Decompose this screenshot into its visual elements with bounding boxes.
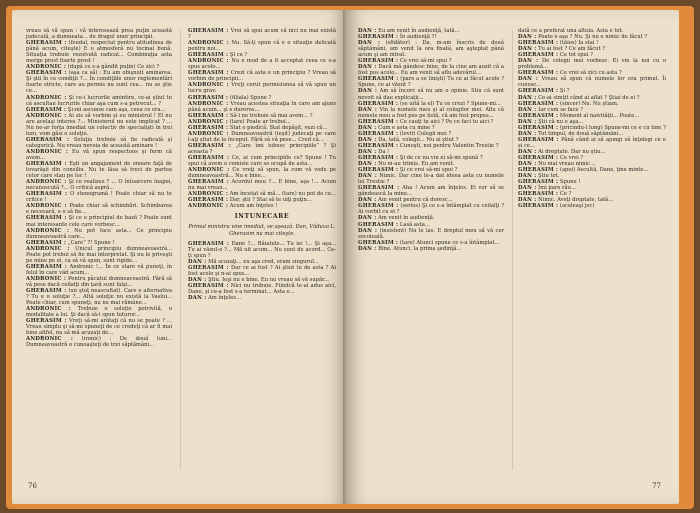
dialogue-text: Şi ce e principiul de bază ? Poate sunt mai interesante cele care vorbesc...	[26, 215, 172, 228]
dialogue-text: (se uită la el) Tu ce crezi ? Spune-mi...	[399, 100, 501, 107]
dialogue-text: Şi-mi ascunse cam aşa, ceea ce era...	[67, 106, 166, 113]
dialogue-line	[188, 82, 336, 94]
dialogue-text: Spune !	[559, 179, 581, 186]
dialogue-text: Am venit pentru că doresc...	[378, 197, 453, 204]
speaker-name: DAN :	[518, 58, 539, 65]
speaker-name: ANDRONIC :	[26, 245, 70, 252]
dialogue-text: Ce vrei să-mi spui ?	[399, 58, 452, 65]
speaker-name: GHERASIM :	[518, 154, 559, 161]
dialogue-text: Andronic !... În ce stare vă puneţi, în felul în care văd acum...	[26, 263, 172, 276]
speaker-name: GHERASIM :	[188, 240, 230, 247]
dialogue-text: Vreau să spun că numele lor era primul. Îi cunosc...	[518, 76, 666, 89]
page-number-left: 76	[28, 482, 37, 490]
speaker-name: DAN :	[358, 173, 378, 180]
dialogue-text: Nimic. Aveţi dreptate, tată...	[538, 197, 614, 204]
speaker-name: ANDRONIC :	[26, 112, 67, 119]
dialogue-text: Tu ai fost ? Ce am făcut ?	[538, 46, 605, 53]
dialogue-line	[26, 336, 172, 348]
speaker-name: ANDRONIC :	[188, 40, 229, 47]
dialogue-text: Nimic. Dar cine le-a dat ideea asta cu numele lui Trestie ?	[358, 173, 504, 186]
dialogue-line	[188, 241, 336, 259]
speaker-name: DAN :	[358, 227, 378, 234]
dialogue-text: (filiala) Spune ?	[229, 94, 272, 101]
dialogue-text: (tare) Poate ar trebui...	[229, 118, 291, 125]
speaker-name: GHERASIM :	[358, 221, 399, 228]
speaker-name: GHERASIM :	[188, 154, 230, 161]
speaker-name: DAN :	[518, 118, 537, 125]
speaker-name: GHERASIM :	[188, 264, 229, 271]
dialogue-text: Şi de ce nu vin ei să-mi spună ?	[399, 154, 483, 161]
speaker-name: DAN :	[518, 161, 537, 168]
speaker-name: ANDRONIC :	[26, 275, 67, 282]
speaker-name: ANDRONIC :	[26, 179, 67, 186]
speaker-name: DAN :	[188, 276, 207, 283]
dialogue-text: Ai dreptate. Dar nu ştiu...	[538, 148, 606, 155]
dialogue-line	[188, 265, 336, 277]
speaker-name: GHERASIM :	[518, 70, 559, 77]
dialogue-text: Lasă asta...	[399, 221, 430, 228]
dialogue-text: dată ce a preferat una altuia. Asta e tot.	[518, 28, 624, 34]
speaker-name: ANDRONIC :	[188, 191, 229, 198]
dialogue-line	[518, 137, 666, 149]
dialogue-text: (sincer) Nu. Nu ştiam.	[559, 100, 619, 107]
dialogue-text: (pricindu-l lung) Spune-mi ce e cu tine ?	[559, 124, 666, 131]
speaker-name: GHERASIM :	[188, 112, 229, 119]
speaker-name: GHERASIM :	[26, 40, 67, 47]
dialogue-text: Poate e aşa ? Nu. Şi nu e nimic de făcut ?	[538, 34, 648, 41]
dialogue-text: (pare a se linişti) Tu ce ai făcut acolo ? Spune, ce ai văzut ?	[358, 76, 504, 89]
dialogue-text: (un ştuţ neascultat). Care e alternativa ? Tu e o soluţie ?... Altă soluţie nu există la Vaslui... Poate chiar, cum spuneţi, nu ne mai rămâne...	[26, 288, 172, 307]
speaker-name: GHERASIM :	[26, 161, 67, 168]
speaker-name: DAN :	[518, 94, 537, 101]
dialogue-line	[26, 179, 172, 191]
speaker-name: DAN :	[518, 76, 539, 83]
dialogue-text: Vreau acestea situaţia în care am ajuns până acum... şi e dureros...	[188, 100, 336, 113]
dialogue-text: Dane ?... Băiatule... Tu iei !... Şi aşa... Tu ai văzut-o ?... Mă uit acum... Nu sunt de acord... Ce-ţi spun ?	[188, 240, 337, 259]
dialogue-text: Acum am înţeles !	[229, 203, 278, 210]
speaker-name: GHERASIM :	[188, 179, 230, 186]
speaker-name: GHERASIM :	[358, 185, 400, 192]
speaker-name: ANDRONIC :	[26, 336, 74, 343]
page-number-right: 77	[652, 482, 661, 490]
dialogue-line	[26, 306, 172, 318]
dialogue-text: (sfidător) : Da, m-am înscris de două săptămâni, am venit la ora fixată, am aşteptat până acum şi am intrat.	[358, 40, 504, 59]
dialogue-text: Până când ai să ajungi să înţelegi ce e şi ce...	[518, 136, 667, 149]
dialogue-line	[358, 246, 504, 252]
dialogue-line	[26, 191, 172, 203]
speaker-name: GHERASIM :	[188, 94, 229, 101]
speaker-name: DAN :	[358, 28, 377, 34]
speaker-name: GHERASIM :	[518, 191, 559, 198]
speaker-name: GHERASIM :	[188, 142, 232, 149]
column-divider	[512, 30, 513, 470]
dialogue-text: Ce-ai simţit când ai aflat ? Ştiai de ei ?	[538, 94, 640, 101]
speaker-name: GHERASIM :	[358, 76, 399, 83]
dialogue-text: Nu e mod de a fi acceptat ceea ce s-a spus acolo...	[188, 58, 336, 71]
dialogue-text: Şi ce-i lucrurile amintire, ce-ai ştiut tu că ascultau lucrurile chiar aşa cum s-a petrecut... ?	[26, 94, 172, 107]
dialogue-line	[518, 58, 666, 70]
speaker-name: ANDRONIC :	[188, 58, 229, 65]
dialogue-text: (serios) Şi ce s-a întâmplat cu ceilalţi ? Ai vorbit cu ei ?	[358, 203, 505, 216]
speaker-name: GHERASIM :	[26, 191, 68, 198]
dialogue-text: Eu am venit în audienţă, tată...	[378, 28, 460, 34]
dialogue-text: Am înţeles...	[208, 294, 241, 301]
dialogue-text: (lovit) Colegii mei ?	[399, 130, 452, 137]
dialogue-text: Trebuie o soluţie potrivită, o modalitate a lui. Şi dacă să-i spun tuturor...	[26, 306, 172, 319]
dialogue-line	[188, 40, 336, 52]
speaker-name: ANDRONIC :	[26, 227, 70, 234]
dialogue-text: (aceleaşi joc)	[559, 203, 595, 210]
dialogue-line	[358, 88, 504, 100]
dialogue-line	[26, 40, 172, 64]
dialogue-text: (insistent) Nu le las. E dreptul meu să vă cer socoteală.	[358, 227, 504, 240]
dialogue-line	[26, 276, 172, 288]
dialogue-text: Îmi pare rău...	[538, 185, 576, 192]
dialogue-text: (feudal, respectat pentru atitudinea de până acum, citeşte) E o atmosferă nu tocmai bună. Situaţia trebuie rezolvată radical... Combinaţia asta merge prost foarte prost !	[26, 40, 173, 65]
speaker-name: GHERASIM :	[188, 28, 229, 34]
dialogue-line	[518, 76, 666, 88]
speaker-name: GHERASIM :	[518, 112, 559, 119]
dialogue-text: Eu vă spun respectuos şi ferm că avem...	[26, 148, 172, 161]
dialogue-text: (ironic) : De două luni... Dumneavoastră o cunoaşteţi de trei săptămâni...	[26, 336, 172, 349]
speaker-name: GHERASIM :	[358, 239, 399, 246]
dialogue-text: O stenogramă ! Poate chiar să nu te critice !	[26, 191, 172, 204]
dialogue-text: Vreţi să-mi arătaţi că nu se poate ? ... Vreau simplu şi să-mi spuneţi de ce credeţi că ar fi mai bine altfel, nu să mă acuzaţi de...	[26, 318, 172, 337]
speaker-name: GHERASIM :	[358, 154, 399, 161]
dialogue-text: Am încetat să mă... (tare) nu pot de ce...	[229, 191, 336, 198]
right-column-2	[518, 28, 666, 209]
speaker-name: ANDRONIC :	[26, 203, 67, 210]
speaker-name: GHERASIM :	[26, 263, 68, 270]
dialogue-text: Nu mai vreau nimic...	[538, 161, 595, 168]
dialogue-text: (tare) Atunci spune ce s-a întâmplat...	[399, 239, 500, 246]
speaker-name: GHERASIM :	[518, 100, 559, 107]
dialogue-line	[188, 203, 336, 209]
dialogue-text: (tăios) Ia stai !	[559, 40, 599, 47]
dialogue-text: Aha ! Acum am înţeles. Ei vor să se gândească la mine...	[358, 185, 505, 198]
dialogue-text: „Care” ?! Spune !	[67, 239, 115, 246]
dialogue-text: vreau să vă spun : vă interesează prea puţin această judecată, a dumneata... de dragul unor principii.	[26, 28, 172, 41]
dialogue-text: Nu. Să-ţi spun că e o situaţie delicată pentru noi...	[188, 40, 336, 53]
dialogue-line	[358, 185, 504, 197]
speaker-name: ANDRONIC :	[26, 148, 69, 155]
speaker-name: GHERASIM :	[358, 58, 399, 65]
dialogue-text: Acordul meu ?... E bine, aşa !... Acum nu mai vreau...	[188, 179, 337, 192]
dialogue-text: Da, tată, colegii... Nu ai ştiut ?	[378, 136, 459, 143]
dialogue-text: Dacă mă gândesc bine, de la cine am auzit că a fost pus acolo... Eu am venit să aflu adevărul...	[358, 64, 504, 77]
dialogue-text: Şi ce ?	[229, 52, 248, 59]
dialogue-line	[188, 283, 336, 295]
dialogue-text: În audienţă ?!	[399, 34, 437, 41]
speaker-name: DAN :	[518, 148, 537, 155]
dialogue-line	[26, 28, 172, 40]
dialogue-line	[26, 70, 172, 94]
speaker-name: GHERASIM :	[358, 118, 399, 125]
dialogue-text: Am venit în audienţă.	[378, 215, 435, 222]
dialogue-text: Tot timpul, de două săptămâni...	[538, 130, 624, 137]
dialogue-line	[188, 179, 336, 191]
speaker-name: DAN :	[518, 130, 537, 137]
dialogue-text: Dumneavoastră (ieşit) judecaţi pe care l-aţi ştiut de la început. Fără să vă pese... Cred că...	[188, 130, 336, 143]
dialogue-line	[358, 203, 504, 215]
speaker-name: DAN :	[358, 245, 377, 252]
speaker-name: DAN :	[518, 34, 537, 41]
dialogue-line	[358, 173, 504, 185]
speaker-name: GHERASIM :	[26, 239, 67, 246]
speaker-name: GHERASIM :	[358, 34, 399, 41]
dialogue-text: Să-l ne trebuie să mai avem... ?	[229, 112, 313, 119]
speaker-name: ANDRONIC :	[188, 118, 229, 125]
dialogue-text: Ştiu tot.	[538, 173, 560, 180]
speaker-name: GHERASIM :	[188, 52, 229, 59]
dialogue-text: (după ce s-a gândit puţin) Ce zici ?	[67, 64, 160, 71]
dialogue-text: Cunoşti, noi pentru Valentin Trestie ?	[399, 142, 499, 149]
speaker-name: ANDRONIC :	[26, 94, 67, 101]
right-page	[346, 10, 679, 504]
speaker-name: GHERASIM :	[188, 124, 229, 131]
speaker-name: DAN :	[358, 124, 377, 131]
dialogue-text: Iar cum se face ?	[538, 106, 584, 113]
dialogue-text: „Care îmi iubesc principiile” ? Şi aceasta ?	[188, 142, 336, 155]
speaker-name: DAN :	[358, 106, 378, 113]
speaker-name: GHERASIM :	[26, 318, 67, 325]
dialogue-text: Bine. Atunci, la prima şedinţă...	[378, 245, 462, 252]
left-column-1	[26, 28, 172, 348]
scene-title: INTUNECARE	[234, 213, 290, 221]
speaker-name: GHERASIM :	[518, 179, 559, 186]
speaker-name: GHERASIM :	[188, 70, 229, 77]
dialogue-line	[358, 228, 504, 240]
speaker-name: DAN :	[518, 185, 537, 192]
dialogue-line	[26, 215, 172, 227]
speaker-name: ANDRONIC :	[26, 306, 71, 313]
dialogue-line	[26, 318, 172, 336]
dialogue-line	[188, 101, 336, 113]
dialogue-text: Nu pot face asta... Ce principiu dumneavoastră care...	[26, 227, 172, 240]
dialogue-text: Ai zis să vorbim şi eu ministrul ! El nu are acelaşi interes ?... Ministerul nu este implicat ? ... Nu ne-ar forţa imediat un colectiv de specialişti în trei luni, vom găsi o soluţie.	[26, 112, 172, 137]
dialogue-text: Dar ce ai fost ? Ai ştiut tu de asta ? Ai fost acolo şi n-ai spus...	[188, 264, 336, 277]
speaker-name: DAN :	[188, 258, 207, 265]
dialogue-text: Pentru păcatul dumneavoastră. Fără să vă pese dacă ceilalţi din ţară sunt falşi...	[26, 275, 172, 288]
dialogue-text: Stat o piedică. Stat depăşit, vezi că...	[229, 124, 328, 131]
dialogue-text: Şi ce vrei să-mi spui ?	[399, 167, 458, 174]
speaker-name: GHERASIM :	[358, 142, 399, 149]
speaker-name: GHERASIM :	[358, 130, 399, 137]
dialogue-line	[26, 161, 172, 179]
dialogue-text: Ce, ai cum principiile ce? Spune ! Tu spui că avem o comisie care se ocupă de asta...	[188, 154, 336, 168]
speaker-name: DAN :	[358, 197, 377, 204]
dialogue-line	[26, 203, 172, 215]
dialogue-text: Dar, ştii ? Stai să te uiţi puţin...	[229, 197, 312, 204]
dialogue-line	[26, 95, 172, 107]
left-column-2	[188, 28, 336, 301]
dialogue-line	[26, 264, 172, 276]
speaker-name: ANDRONIC :	[188, 100, 229, 107]
speaker-name: ANDRONIC :	[26, 64, 67, 71]
dialogue-line	[26, 149, 172, 161]
dialogue-text: Crezi că asta e un principiu ? Vreau să vorbim de principii...	[188, 70, 336, 83]
dialogue-text: Eşti un angajament de onoare faţă de tovarăşii din consiliu. Nu te lăsa să treci de partea celor care stau pe loc !	[26, 161, 172, 180]
dialogue-line	[188, 28, 336, 40]
speaker-name: GHERASIM :	[358, 167, 399, 174]
dialogue-line	[26, 246, 172, 264]
dialogue-text: De colegii mei vorbesc. Ei vin la noi cu o problemă...	[518, 58, 666, 71]
dialogue-text: Soluţia trebuie să fie radicală şi categorică. Nu vreau nevoia de această aminare !	[26, 136, 172, 149]
dialogue-line	[26, 113, 172, 137]
dialogue-text: Ştii că nu e aşa...	[538, 118, 584, 125]
speaker-name: DAN :	[358, 88, 378, 95]
dialogue-text: Vin la numele meu şi al colegilor mei. Aflu că numele meu a fost pus pe listă, că am fost propus...	[358, 106, 504, 119]
speaker-name: ANDRONIC :	[188, 167, 230, 174]
speaker-name: GHERASIM :	[26, 136, 70, 143]
left-page	[12, 10, 346, 504]
speaker-name: GHERASIM :	[518, 124, 559, 131]
dialogue-text: Da !	[378, 148, 390, 155]
dialogue-text: Moment al naivităţii... Poate...	[559, 112, 640, 119]
dialogue-line	[188, 167, 336, 179]
speaker-name: DAN :	[358, 136, 377, 143]
dialogue-line	[518, 203, 666, 209]
dialogue-text: Cum e asta cu mine ?	[378, 124, 435, 131]
dialogue-text: Şi ?	[559, 88, 570, 95]
dialogue-text: Nici nu trebuie. Fiindcă te-ai adus aici, Dane, şi ce-a fost s-a terminat... Asta e...	[188, 282, 336, 295]
speaker-name: DAN :	[358, 40, 381, 47]
speaker-name: GHERASIM :	[188, 282, 229, 289]
speaker-name: GHERASIM :	[358, 100, 399, 107]
dialogue-text: Ce cauţi tu aici ? Pe ce faci tu aici ?	[399, 118, 494, 125]
speaker-name: GHERASIM :	[518, 136, 559, 143]
dialogue-line	[358, 40, 504, 58]
dialogue-line	[188, 155, 336, 167]
speaker-name: GHERASIM :	[26, 70, 67, 77]
dialogue-line	[188, 295, 336, 301]
speaker-name: DAN :	[518, 173, 537, 180]
dialogue-text: Ştiu. Ieşi nu e bine. Eu nu vreau să vă supăr...	[208, 276, 329, 283]
speaker-name: DAN :	[358, 148, 377, 155]
dialogue-line	[26, 228, 172, 240]
dialogue-text: Şi ce realizez ? ... O întoarcere înapoi, necunoscută ?... O critică aspră...	[26, 179, 172, 192]
speaker-name: GHERASIM :	[518, 88, 559, 95]
speaker-name: DAN :	[358, 215, 377, 222]
dialogue-text: Ce ?	[559, 191, 572, 198]
speaker-name: DAN :	[518, 106, 537, 113]
speaker-name: ANDRONIC :	[188, 130, 229, 137]
dialogue-line	[188, 58, 336, 70]
speaker-name: GHERASIM :	[518, 203, 559, 210]
speaker-name: GHERASIM :	[518, 167, 559, 174]
speaker-name: DAN :	[518, 197, 537, 204]
dialogue-text: Mă scuzaţi... eu aşa cred, eram singurul...	[208, 258, 319, 265]
dialogue-line	[188, 131, 336, 143]
speaker-name: GHERASIM :	[358, 203, 399, 210]
dialogue-text: Ce vrei ?	[559, 154, 584, 161]
dialogue-text: (aşa ca să) : Eu am obişnuit aminarea. Şi ştii în ce condiţii ?... În condiţiile unor reglementări foarte stricte, care au permis nu sunt cea... nu se ştie ce...	[26, 70, 172, 95]
speaker-name: GHERASIM :	[26, 288, 67, 295]
dialogue-text: Ce vrei să zici cu asta ?	[559, 70, 622, 77]
dialogue-text: Poate chiar să schimbări. Schimbarea e necesară, e o să fie...	[26, 203, 172, 216]
column-divider	[180, 30, 181, 470]
speaker-name: DAN :	[358, 161, 377, 168]
dialogue-text: Am să încerc să nu am o opinie. Stiu că sunt nevoit să dau explicaţii...	[358, 88, 504, 101]
dialogue-line	[188, 70, 336, 82]
dialogue-text: Ce tot spui ?	[559, 52, 593, 59]
dialogue-line	[188, 143, 336, 155]
dialogue-line	[26, 137, 172, 149]
speaker-name: ANDRONIC :	[188, 203, 229, 210]
speaker-name: DAN :	[518, 46, 537, 53]
dialogue-line	[358, 107, 504, 119]
right-column-1	[358, 28, 504, 252]
dialogue-text: Vrei să spui acum că nici nu mai există ?	[188, 28, 336, 41]
dialogue-line	[358, 76, 504, 88]
stage-direction: Primul ministru vine imediat, se aşează. Dan, Văduva L. Gherasim nu mai citeşte.	[188, 224, 336, 237]
dialogue-text: Ce vreţi să spun, la cum vă vede pe dumneavoastră... Nu e bine...	[188, 167, 336, 180]
dialogue-text: Vreţi cerut permisiunea să vă spun un lucru grav.	[188, 82, 336, 95]
speaker-name: GHERASIM :	[188, 197, 229, 204]
dialogue-line	[26, 288, 172, 306]
speaker-name: ANDRONIC :	[188, 82, 229, 89]
speaker-name: GHERASIM :	[26, 215, 67, 222]
speaker-name: DAN :	[188, 294, 207, 301]
dialogue-text: Unicul principiu dumneavoastră... Poate pot trebui să fie mai interpretat. Şi nu le priveşti pe mine pe ei, ca să vă spun, sunt rigide...	[26, 245, 172, 264]
dialogue-text: Nu m-au trimis. Eu am venit.	[378, 161, 455, 168]
speaker-name: GHERASIM :	[518, 52, 559, 59]
speaker-name: GHERASIM :	[518, 40, 559, 47]
speaker-name: DAN :	[358, 64, 377, 71]
dialogue-line	[358, 64, 504, 76]
dialogue-text: (apoi) Ascultă, Dane, ţine minte...	[559, 167, 649, 174]
speaker-name: GHERASIM :	[26, 106, 67, 113]
